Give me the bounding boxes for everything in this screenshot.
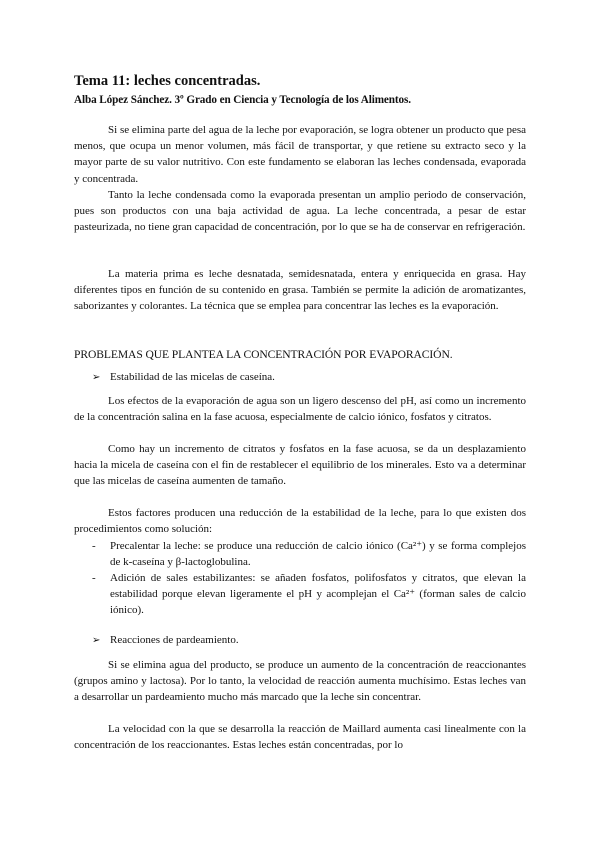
- arrow-bullet-label: Estabilidad de las micelas de caseína.: [110, 371, 275, 383]
- arrow-bullet-item: [92, 369, 275, 386]
- document-title: Tema 11: leches concentradas.: [74, 73, 261, 89]
- paragraph-maillard: La velocidad con la que se desarrolla la reacción de Maillard aumenta casi linealmente con la concentración de los reaccionantes. Estas leches están concentradas, por lo: [74, 723, 526, 752]
- author-line: Alba López Sánchez. 3º Grado en Ciencia y Tecnología de los Alimentos.: [74, 94, 411, 106]
- paragraph-conservation: Tanto la leche condensada como la evaporada presentan un amplio periodo de conservación, pues son productos con una baja actividad de agua. La leche concentrada, a pesar de estar pasteurizada, no tiene gran capacidad de concentración, por lo que se ha de conservar en refrigeración.: [74, 189, 526, 234]
- list-item: [92, 538, 526, 570]
- dash-bullet-icon: -: [92, 572, 96, 584]
- section-heading: PROBLEMAS QUE PLANTEA LA CONCENTRACIÓN POR EVAPORACIÓN.: [74, 348, 453, 361]
- paragraph-browning: Si se elimina agua del producto, se produce un aumento de la concentración de reaccionantes (grupos amino y lactosa). Por lo tanto, la velocidad de reacción aumenta muchísimo. Estas leches van a desarrollar un pardeamiento mucho más marcado que la leche sin concentrar.: [74, 659, 526, 704]
- paragraph-raw-material: La materia prima es leche desnatada, semidesnatada, entera y enriquecida en grasa. Hay diferentes tipos en función de su contenido en grasa. También se permite la adición de aromatizantes, saborizantes y colorantes. La técnica que se emplea para concentrar las leches es la evaporación.: [74, 268, 526, 313]
- list-item-text: Precalentar la leche: se produce una reducción de calcio iónico (Ca²⁺) y se forma complejos de k-caseína y β-lactoglobulina.: [110, 540, 526, 569]
- list-item-text: Adición de sales estabilizantes: se añaden fosfatos, polifosfatos y citratos, que elevan la estabilidad porque elevan ligeramente el pH y acomplejan el Ca²⁺ (forman sales de calcio iónico).: [110, 572, 526, 617]
- arrow-bullet-icon: ➢: [92, 635, 101, 646]
- paragraph-stability: Estos factores producen una reducción de la estabilidad de la leche, para lo que existen dos procedimientos como solución:: [74, 507, 526, 536]
- arrow-bullet-label: Reacciones de pardeamiento.: [110, 634, 239, 646]
- paragraph-micelle-shift: Como hay un incremento de citratos y fosfatos en la fase acuosa, se da un desplazamiento hacia la micela de caseína con el fin de restablecer el equilibrio de los minerales. Esto va a determinar que las micelas de caseína aumenten de tamaño.: [74, 443, 526, 488]
- paragraph-evaporation-effects: Los efectos de la evaporación de agua son un ligero descenso del pH, así como un incremento de la concentración salina en la fase acuosa, especialmente de calcio iónico, fosfatos y citratos.: [74, 395, 526, 424]
- arrow-bullet-icon: ➢: [92, 372, 101, 383]
- dash-bullet-icon: -: [92, 540, 96, 552]
- list-item: [92, 570, 526, 619]
- paragraph-intro: Si se elimina parte del agua de la leche por evaporación, se logra obtener un producto que pesa menos, que ocupa un menor volumen, más fácil de transportar, y que retiene su extracto seco y la mayor parte de su valor nutritivo. Con este fundamento se elaboran las leches condensada, evaporada y concentrada.: [74, 124, 526, 185]
- arrow-bullet-item: [92, 632, 239, 649]
